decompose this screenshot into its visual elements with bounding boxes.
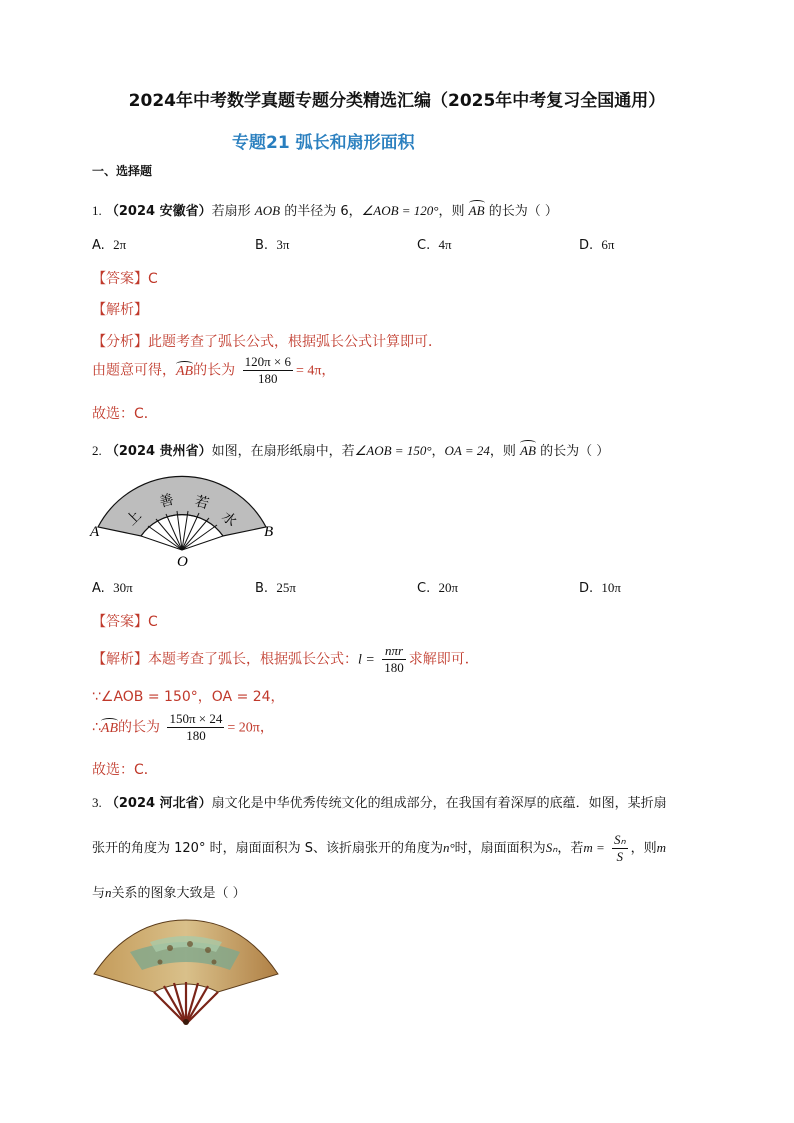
answer-label: 【答案】C bbox=[92, 271, 158, 287]
option-d: D. 10π bbox=[579, 580, 621, 596]
option-a: A. 2π bbox=[92, 237, 127, 253]
answer-label: 【答案】C bbox=[92, 614, 158, 630]
sector-name: AOB bbox=[254, 203, 281, 218]
arc-ab: AB bbox=[176, 363, 194, 379]
fraction: $\frac{150\pi \times 24}{180}$ bbox=[169, 711, 223, 743]
question-number: 3. bbox=[92, 795, 102, 810]
question-2-stem bbox=[92, 440, 609, 459]
point-label-o: O bbox=[177, 554, 188, 570]
question-3-stem-line2: 张开的角度为 120° 时，扇面面积为 S、该折扇张开的角度为n°时，扇面面积为Sₙ，若m = $\frac{\text{Sₙ}}{S}$ ，则m bbox=[92, 832, 667, 864]
question-3-stem-line1: 3. （2024 河北省）扇文化是中华优秀传统文化的组成部分，在我国有着深厚的底蕴．如图，某折扇 bbox=[92, 795, 667, 811]
option-b: B. 25π bbox=[255, 580, 296, 596]
question-3-stem-line3: 与n关系的图象大致是（ ） bbox=[92, 885, 246, 901]
option-c: C. 20π bbox=[417, 580, 459, 596]
stem-text: ，则 bbox=[489, 444, 516, 459]
question-1-stem bbox=[92, 200, 558, 219]
section-heading: 一、选择题 bbox=[92, 164, 153, 178]
question-source: （2024 安徽省） bbox=[105, 204, 212, 219]
analysis-text: 【分析】此题考查了弧长公式，根据弧长公式计算即可． bbox=[92, 334, 442, 350]
angle-expression: ∠AOB = 150° bbox=[354, 443, 432, 458]
arc-ab: AB bbox=[520, 443, 536, 458]
point-label-a: A bbox=[90, 524, 100, 540]
radius-expression: OA = 24 bbox=[444, 443, 490, 458]
arc-ab: AB bbox=[100, 720, 119, 736]
fraction: $\frac{\text{nπr}}{180}$ bbox=[384, 643, 404, 675]
fan-char: 若 bbox=[192, 493, 211, 513]
stem-text: 的长为（ ） bbox=[488, 204, 558, 219]
topic-subtitle: 专题21 弧长和扇形面积 bbox=[232, 133, 415, 153]
angle-expression: ∠AOB = 120° bbox=[361, 203, 439, 218]
question-number: 1. bbox=[92, 203, 102, 218]
arc-ab: AB bbox=[468, 203, 485, 218]
choose-answer: 故选：C． bbox=[92, 762, 158, 778]
document-title: 2024年中考数学真题专题分类精选汇编（2025年中考复习全国通用） bbox=[128, 91, 666, 111]
option-b: B. 3π bbox=[255, 237, 290, 253]
question-number: 2. bbox=[92, 443, 102, 458]
stem-text: 的半径为 6， bbox=[284, 204, 362, 219]
stem-text: 如图，在扇形纸扇中，若 bbox=[211, 444, 355, 459]
analysis-label: 【解析】 bbox=[92, 302, 148, 318]
option-a: A. 30π bbox=[92, 580, 133, 596]
fan-leaf bbox=[98, 476, 266, 536]
stem-text: 若扇形 bbox=[211, 204, 251, 219]
painted-fan-image bbox=[90, 912, 282, 1032]
analysis-text: 【解析】本题考查了弧长，根据弧长公式：l = $\frac{\text{nπr}}{180}$ 求解即可． bbox=[92, 643, 479, 675]
stem-text: ，则 bbox=[438, 204, 465, 219]
option-d: D. 6π bbox=[579, 237, 615, 253]
solution-step: 由题意可得，AB的长为 $\frac{120\pi \times 6}{180}$ = 4π， bbox=[92, 354, 336, 386]
fraction: $\frac{120\pi \times 6}{180}$ bbox=[244, 354, 291, 386]
fraction: $\frac{\text{Sₙ}}{S}$ bbox=[613, 832, 626, 864]
stem-text: 的长为（ ） bbox=[540, 444, 610, 459]
option-c: C. 4π bbox=[417, 237, 452, 253]
fan-char: 水 bbox=[218, 508, 240, 531]
stem-text: ， bbox=[431, 444, 445, 459]
folding-fan-figure bbox=[88, 470, 288, 570]
given-statement: ∵∠AOB = 150°，OA = 24， bbox=[92, 689, 285, 705]
question-source: （2024 贵州省） bbox=[105, 444, 212, 459]
solution-step: ∴AB的长为 $\frac{150\pi \times 24}{180}$ = 20π， bbox=[92, 711, 274, 743]
fan-char: 善 bbox=[157, 491, 176, 511]
choose-answer: 故选：C． bbox=[92, 406, 158, 422]
fan-char: 上 bbox=[123, 507, 145, 529]
question-source: （2024 河北省） bbox=[105, 796, 212, 811]
point-label-b: B bbox=[264, 524, 274, 540]
